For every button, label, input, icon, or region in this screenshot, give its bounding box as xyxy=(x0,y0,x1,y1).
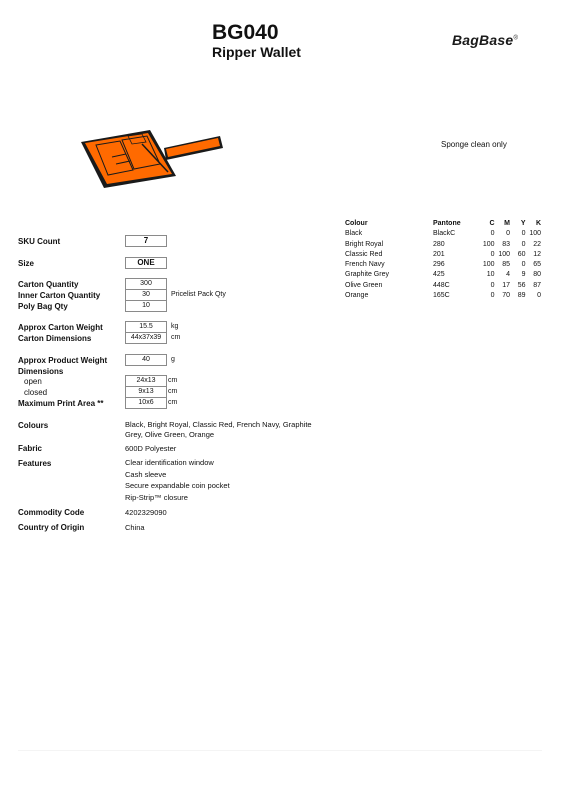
m-value: 85 xyxy=(502,261,510,269)
carton-dimensions-value: 44x37x39 xyxy=(125,332,167,344)
dimensions-label: Dimensions xyxy=(18,367,64,376)
product-weight-unit: g xyxy=(171,356,175,363)
commodity-code-value: 4202329090 xyxy=(125,508,167,517)
closed-unit: cm xyxy=(168,388,178,395)
header-y: Y xyxy=(520,220,526,227)
registered-mark: ® xyxy=(513,35,518,42)
brand-name: BagBase xyxy=(452,32,514,48)
table-row xyxy=(345,270,541,280)
open-label: open xyxy=(24,377,42,386)
pantone-value: 280 xyxy=(433,240,445,248)
features-list xyxy=(125,457,230,503)
k-value: 100 xyxy=(529,230,541,238)
care-instructions: Sponge clean only xyxy=(441,140,507,149)
fabric-label: Fabric xyxy=(18,444,43,453)
carton-dimensions-unit: cm xyxy=(171,334,181,341)
k-value: 87 xyxy=(533,281,541,289)
carton-weight-unit: kg xyxy=(171,323,179,330)
table-row xyxy=(345,291,541,301)
m-value: 17 xyxy=(502,281,510,289)
list-item: Secure expandable coin pocket xyxy=(125,481,230,490)
country-of-origin-label: Country of Origin xyxy=(18,523,85,532)
y-value: 0 xyxy=(521,261,526,269)
pantone-value: BlackC xyxy=(433,230,456,238)
carton-quantity-value: 300 xyxy=(125,278,167,290)
y-value: 89 xyxy=(517,292,526,300)
fabric-value: 600D Polyester xyxy=(125,444,177,453)
colour-table-grid xyxy=(345,219,541,301)
open-unit: cm xyxy=(168,377,178,384)
m-value: 4 xyxy=(506,271,510,279)
product-weight-value: 40 xyxy=(125,354,167,366)
pantone-value: 201 xyxy=(433,250,445,258)
m-value: 70 xyxy=(502,292,510,300)
poly-bag-label: Poly Bag Qty xyxy=(18,302,68,311)
closed-value: 9x13 xyxy=(125,386,167,398)
colour-table-header xyxy=(345,219,541,229)
product-name: Ripper Wallet xyxy=(212,44,301,60)
footer-divider xyxy=(18,750,542,751)
header-pantone: Pantone xyxy=(433,220,461,227)
print-area-value: 10x6 xyxy=(125,397,167,409)
features-label: Features xyxy=(18,459,52,468)
k-value: 65 xyxy=(533,261,541,269)
colour-name: Classic Red xyxy=(345,250,383,258)
header-m: M xyxy=(504,220,510,227)
carton-weight-label: Approx Carton Weight xyxy=(18,323,103,332)
product-weight-label: Approx Product Weight xyxy=(18,356,108,365)
poly-bag-value: 10 xyxy=(125,300,167,312)
colour-name: Olive Green xyxy=(345,281,383,289)
c-value: 10 xyxy=(486,271,495,279)
table-row xyxy=(345,281,541,291)
pantone-value: 165C xyxy=(433,292,450,300)
c-value: 0 xyxy=(490,230,495,238)
table-row xyxy=(345,240,541,250)
country-of-origin-value: China xyxy=(125,523,145,532)
size-label: Size xyxy=(18,259,35,268)
y-value: 56 xyxy=(517,281,526,289)
colour-name: French Navy xyxy=(345,261,385,269)
list-item: Clear identification window xyxy=(125,458,214,467)
sku-count-value: 7 xyxy=(125,235,167,247)
k-value: 0 xyxy=(537,292,541,300)
colour-name: Black xyxy=(345,230,363,238)
colour-name: Graphite Grey xyxy=(345,271,389,279)
y-value: 0 xyxy=(521,230,526,238)
pantone-value: 296 xyxy=(433,261,445,269)
colours-value: Black, Bright Royal, Classic Red, French Navy, Graphite Grey, Olive Green, Orange xyxy=(125,420,312,439)
pantone-value: 448C xyxy=(433,281,450,289)
table-row xyxy=(345,260,541,270)
closed-label: closed xyxy=(24,388,48,397)
size-value: ONE xyxy=(125,257,167,269)
sku-count-label: SKU Count xyxy=(18,237,61,246)
carton-quantity-label: Carton Quantity xyxy=(18,280,79,289)
k-value: 22 xyxy=(533,240,541,248)
y-value: 0 xyxy=(521,240,526,248)
pricelist-note: Pricelist Pack Qty xyxy=(171,291,226,298)
colour-table xyxy=(345,219,541,301)
m-value: 0 xyxy=(506,230,510,238)
c-value: 0 xyxy=(490,281,495,289)
list-item: Rip-Strip™ closure xyxy=(125,492,188,502)
m-value: 100 xyxy=(498,250,510,258)
inner-carton-value: 30 xyxy=(125,289,167,301)
c-value: 0 xyxy=(490,250,495,258)
k-value: 80 xyxy=(533,271,541,279)
header-c: C xyxy=(489,220,495,227)
c-value: 100 xyxy=(482,261,495,269)
list-item: Cash sleeve xyxy=(125,469,167,479)
print-area-label: Maximum Print Area ** xyxy=(18,399,104,408)
colours-label: Colours xyxy=(18,421,49,430)
product-code: BG040 xyxy=(212,21,279,44)
brand-logo xyxy=(452,32,518,48)
product-image xyxy=(80,128,225,190)
inner-carton-label: Inner Carton Quantity xyxy=(18,291,101,300)
y-value: 60 xyxy=(517,250,526,258)
k-value: 12 xyxy=(533,250,541,258)
commodity-code-label: Commodity Code xyxy=(18,508,85,517)
table-row xyxy=(345,250,541,260)
pantone-value: 425 xyxy=(433,271,445,279)
colour-name: Bright Royal xyxy=(345,240,384,248)
c-value: 0 xyxy=(490,292,495,300)
open-value: 24x13 xyxy=(125,375,167,387)
header-k: K xyxy=(535,220,541,227)
y-value: 9 xyxy=(521,271,526,279)
print-area-unit: cm xyxy=(168,399,178,406)
colour-name: Orange xyxy=(345,292,369,300)
header-colour: Colour xyxy=(345,220,368,227)
m-value: 83 xyxy=(502,240,510,248)
table-row xyxy=(345,229,541,239)
c-value: 100 xyxy=(482,240,495,248)
carton-dimensions-label: Carton Dimensions xyxy=(18,334,92,343)
wallet-illustration xyxy=(80,128,225,190)
carton-weight-value: 15.5 xyxy=(125,321,167,333)
